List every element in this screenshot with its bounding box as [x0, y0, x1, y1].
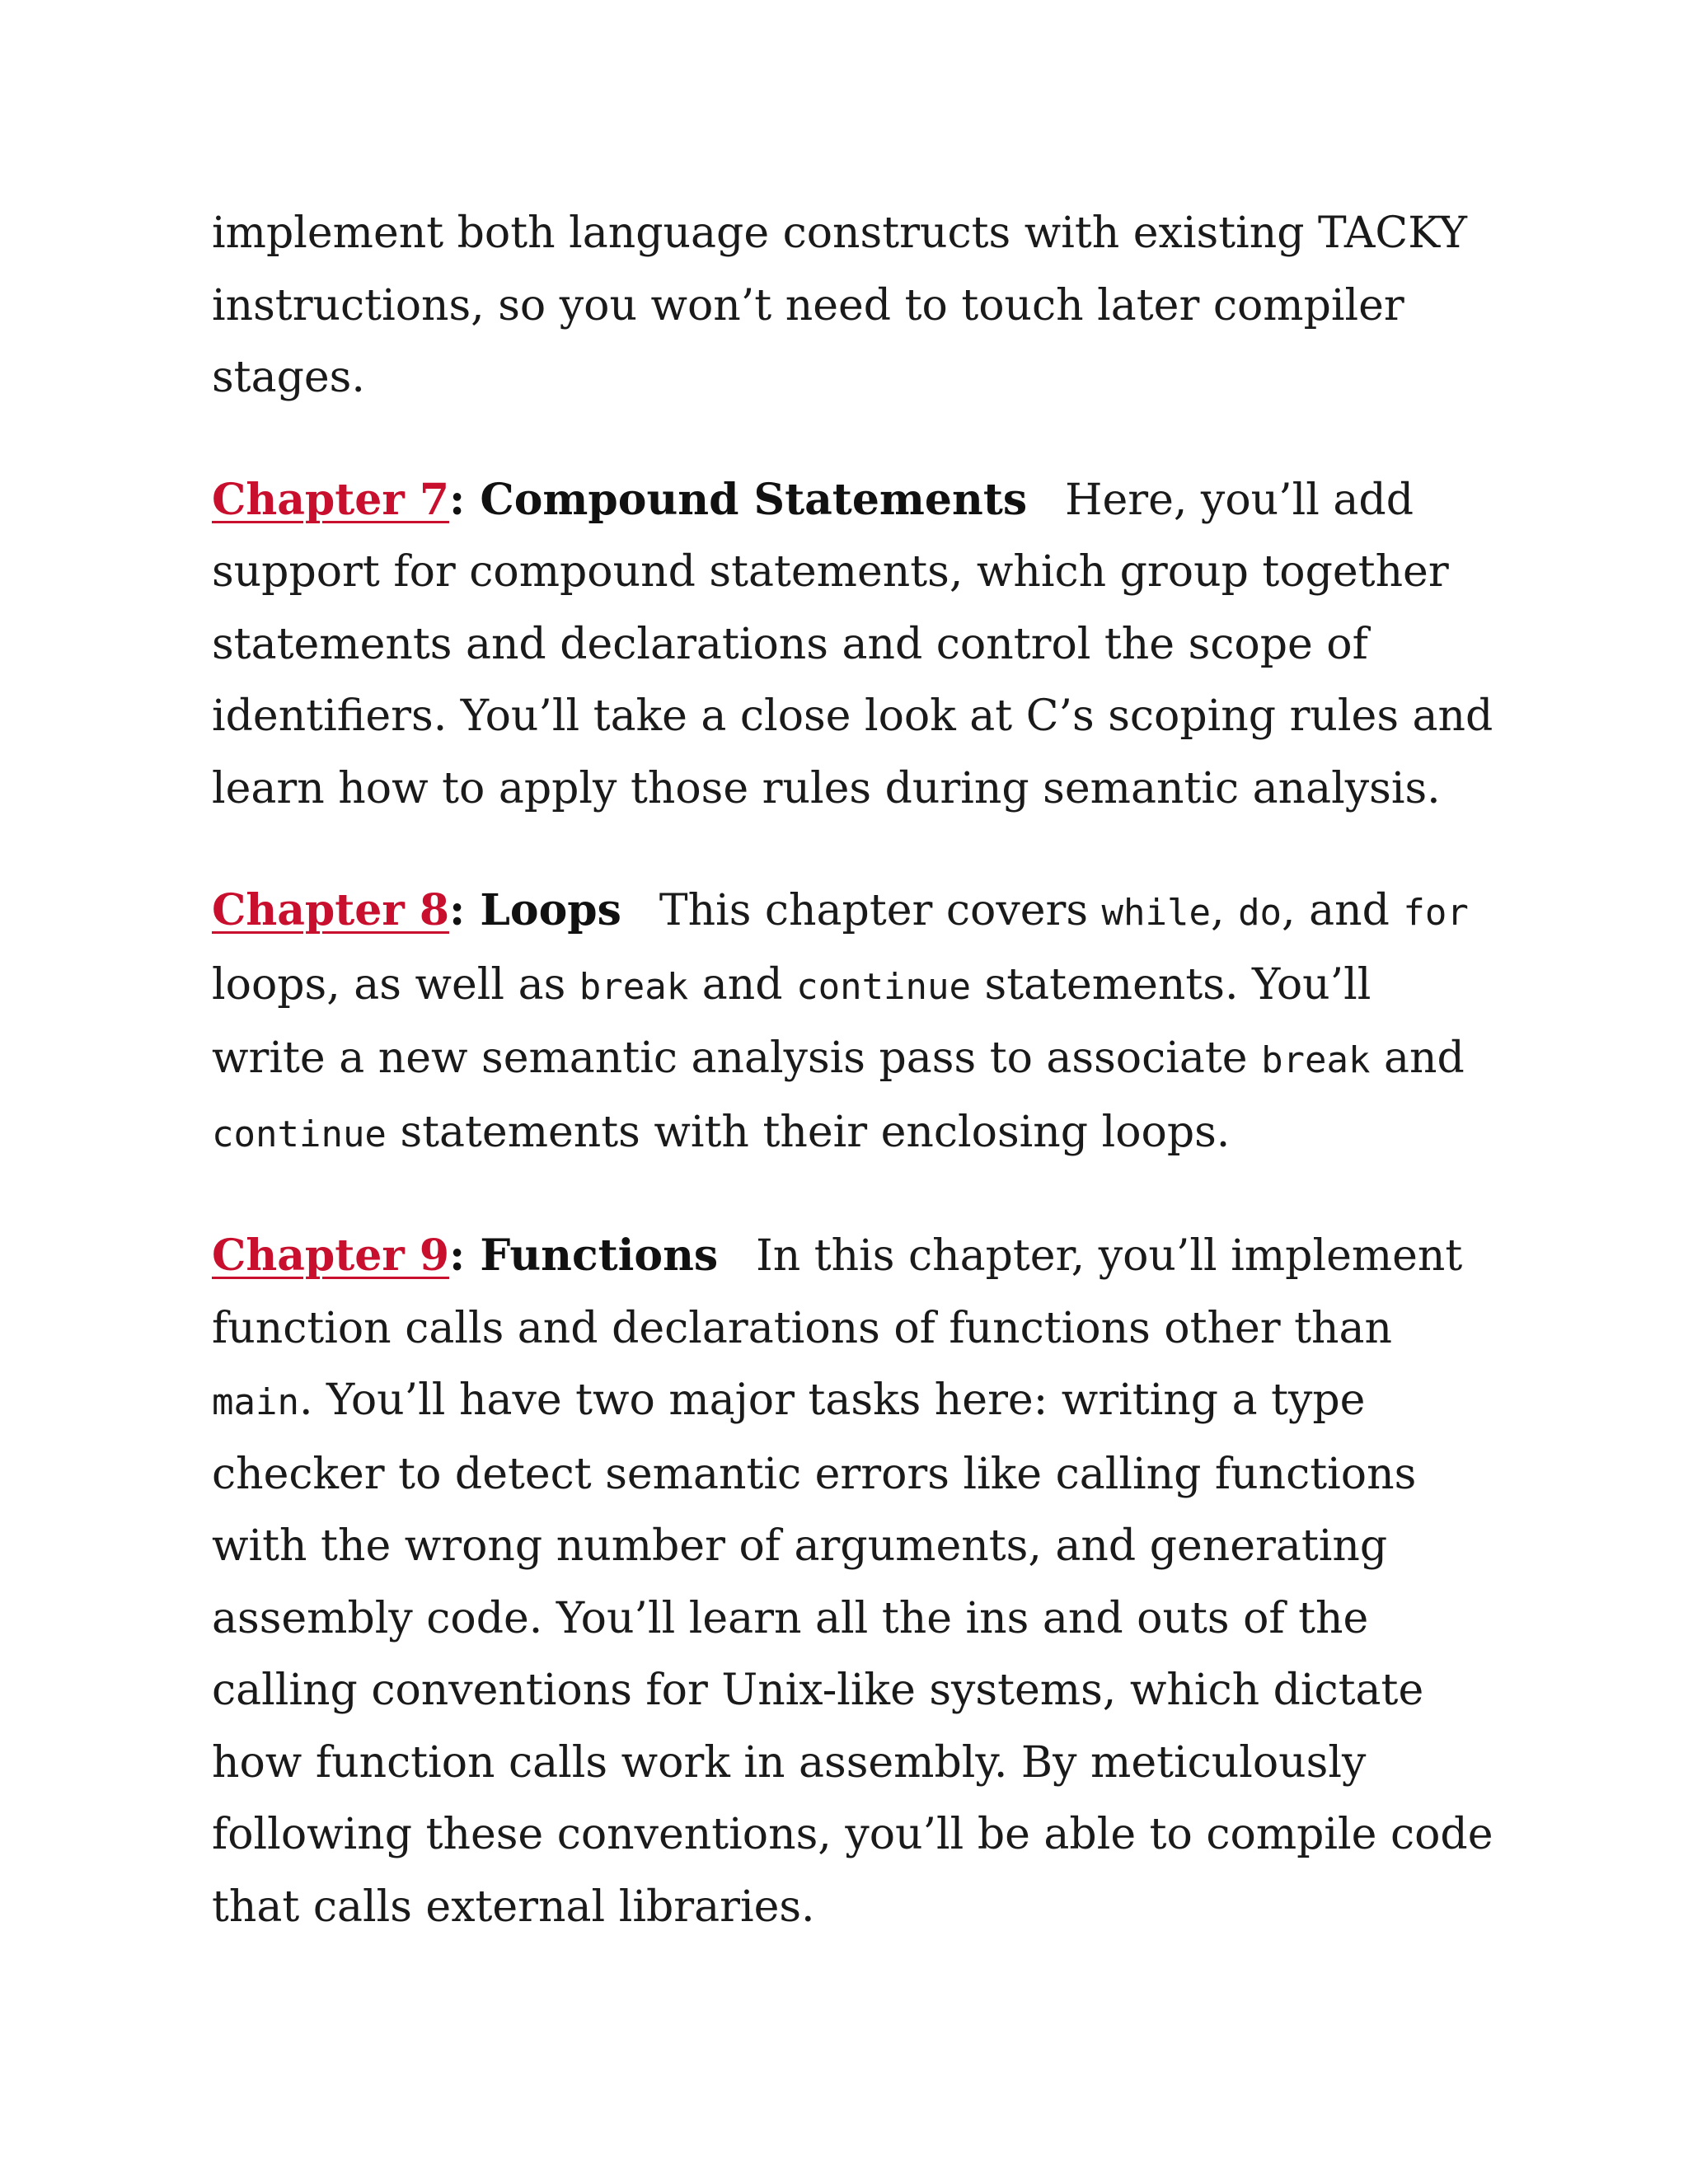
code-continue: continue [796, 965, 972, 1008]
chapter-8-link[interactable]: Chapter 8 [212, 885, 450, 935]
chapter-9-text: In this chapter, you’ll implement function calls and declarations of functions other than [212, 1231, 1463, 1353]
chapter-8-text: and [688, 959, 797, 1010]
chapter-8-text: and [1370, 1033, 1465, 1083]
chapter-8-text: loops, as well as [212, 959, 579, 1010]
code-main: main [212, 1381, 299, 1423]
chapter-8-paragraph [212, 874, 1498, 1170]
chapter-9-title: : Functions [449, 1230, 719, 1281]
chapter-7-link[interactable]: Chapter 7 [212, 474, 450, 525]
chapter-8-text: statements. You’ll write a new semantic analysis pass to associate [212, 959, 1372, 1083]
chapter-7-body: Here, you’ll add support for compound statements, which group together statements and declarations and control the scope of identifiers. You’ll take a close look at C’s scoping rules and learn how to apply those rules during semantic analysis. [212, 475, 1493, 813]
chapter-8-text: , [1211, 886, 1239, 935]
chapter-7-paragraph [212, 464, 1498, 826]
chapter-9-link[interactable]: Chapter 9 [212, 1230, 450, 1281]
intro-paragraph [212, 198, 1498, 415]
chapter-8-text: This chapter covers [659, 886, 1102, 935]
page-content [212, 198, 1498, 1993]
code-do: do [1238, 892, 1282, 934]
code-continue: continue [212, 1113, 387, 1155]
chapter-8-title: : Loops [449, 885, 621, 935]
chapter-8-text: , and [1282, 886, 1404, 935]
intro-text: implement both language constructs with existing TACKY instructions, so you won’t need to touch later compiler stages. [212, 209, 1467, 402]
chapter-8-text: statements with their enclosing loops. [386, 1107, 1231, 1157]
code-break: break [579, 965, 689, 1008]
code-for: for [1403, 892, 1469, 934]
chapter-7-title: : Compound Statements [449, 474, 1028, 525]
code-while: while [1101, 892, 1211, 934]
code-break: break [1261, 1039, 1371, 1081]
chapter-9-text: . You’ll have two major tasks here: writing a type checker to detect semantic errors like calling functions with the wrong number of arguments, and generating assembly code. You’ll learn all the ins and outs of the calling conventions for Unix-like systems, which dictate how function calls work in assembly. By meticulously following these conventions, you’ll be able to compile code that calls external libraries. [212, 1376, 1493, 1932]
chapter-9-paragraph [212, 1220, 1498, 1943]
